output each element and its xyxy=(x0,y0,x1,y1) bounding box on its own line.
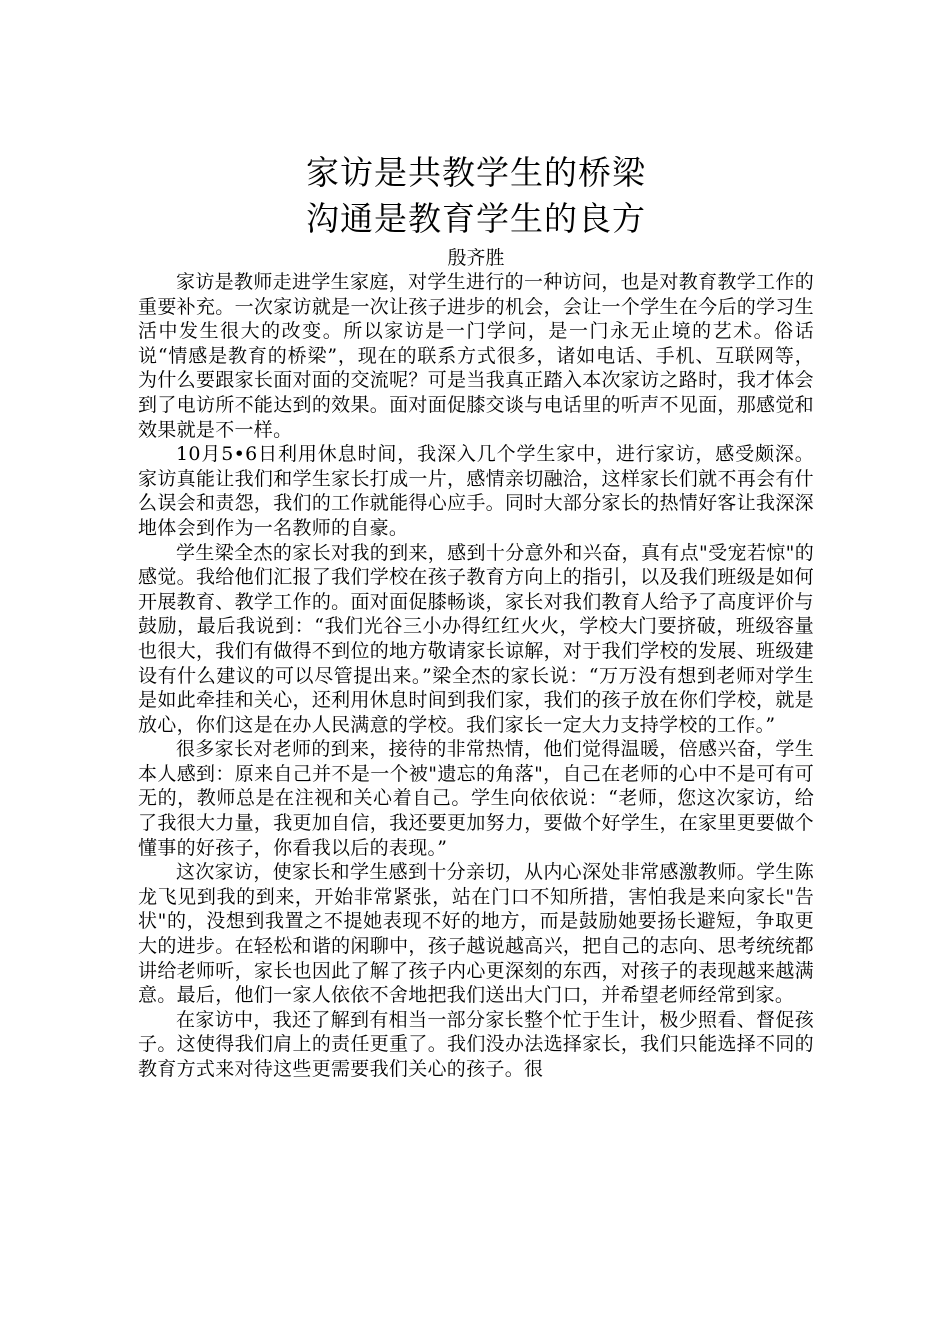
document-title-line-1: 家访是共教学生的桥梁 xyxy=(306,153,646,192)
body-paragraph-4: 很多家长对老师的到来，接待的非常热情，他们觉得温暖，倍感兴奋，学生本人感到：原来自己并不是一个被"遗忘的角落"，自己在老师的心中不是可有可无的，教师总是在注视和关心着自己。学生向依依说：“老师，您这次家访，给了我很大力量，我更加自信，我还要更加努力，要做个好学生，在家里更要做个懂事的好孩子，你看我以后的表现。” xyxy=(138,738,814,859)
body-paragraph-6: 在家访中，我还了解到有相当一部分家长整个忙于生计，极少照看、督促孩子。这使得我们肩上的责任更重了。我们没办法选择家长，我们只能选择不同的教育方式来对待这些更需要我们关心的孩子。很 xyxy=(138,1008,814,1080)
document-author: 殷齐胜 xyxy=(447,247,505,269)
body-paragraph-3: 学生梁全杰的家长对我的到来，感到十分意外和兴奋，真有点"受宠若惊"的感觉。我给他们汇报了我们学校在孩子教育方向上的指引，以及我们班级是如何开展教育、教学工作的。面对面促膝畅谈，家长对我们教育人给予了高度评价与鼓励，最后我说到：“我们光谷三小办得红红火火，学校大门要挤破，班级容量也很大，我们有做得不到位的地方敬请家长谅解，对于我们学校的发展、班级建设有什么建议的可以尽管提出来。”梁全杰的家长说：“万万没有想到老师对学生是如此牵挂和关心，还利用休息时间到我们家，我们的孩子放在你们学校，就是放心，你们这是在办人民满意的学校。我们家长一定大力支持学校的工作。” xyxy=(138,541,814,736)
body-paragraph-2: 10月5•6日利用休息时间，我深入几个学生家中，进行家访，感受颇深。家访真能让我们和学生家长打成一片，感情亲切融洽，这样家长们就不再会有什么误会和责怨，我们的工作就能得心应手。同时大部分家长的热情好客让我深深地体会到作为一名教师的自豪。 xyxy=(138,443,814,539)
body-paragraph-1: 家访是教师走进学生家庭，对学生进行的一种访问，也是对教育教学工作的重要补充。一次家访就是一次让孩子进步的机会，会让一个学生在今后的学习生活中发生很大的改变。所以家访是一门学问，是一门永无止境的艺术。俗话说“情感是教育的桥梁”，现在的联系方式很多，诸如电话、手机、互联网等，为什么要跟家长面对面的交流呢？可是当我真正踏入本次家访之路时，我才体会到了电访所不能达到的效果。面对面促膝交谈与电话里的听声不见面，那感觉和效果就是不一样。 xyxy=(138,271,814,441)
document-title-line-2: 沟通是教育学生的良方 xyxy=(306,199,646,238)
body-paragraph-5: 这次家访，使家长和学生感到十分亲切，从内心深处非常感激教师。学生陈龙飞见到我的到来，开始非常紧张，站在门口不知所措，害怕我是来向家长"告状"的，没想到我置之不提她表现不好的地方，而是鼓励她要扬长避短，争取更大的进步。在轻松和谐的闲聊中，孩子越说越高兴，把自己的志向、思考统统都讲给老师听，家长也因此了解了孩子内心更深刻的东西，对孩子的表现越来越满意。最后，他们一家人依依不舍地把我们送出大门口，并希望老师经常到家。 xyxy=(138,861,814,1007)
document-page xyxy=(138,150,814,1082)
